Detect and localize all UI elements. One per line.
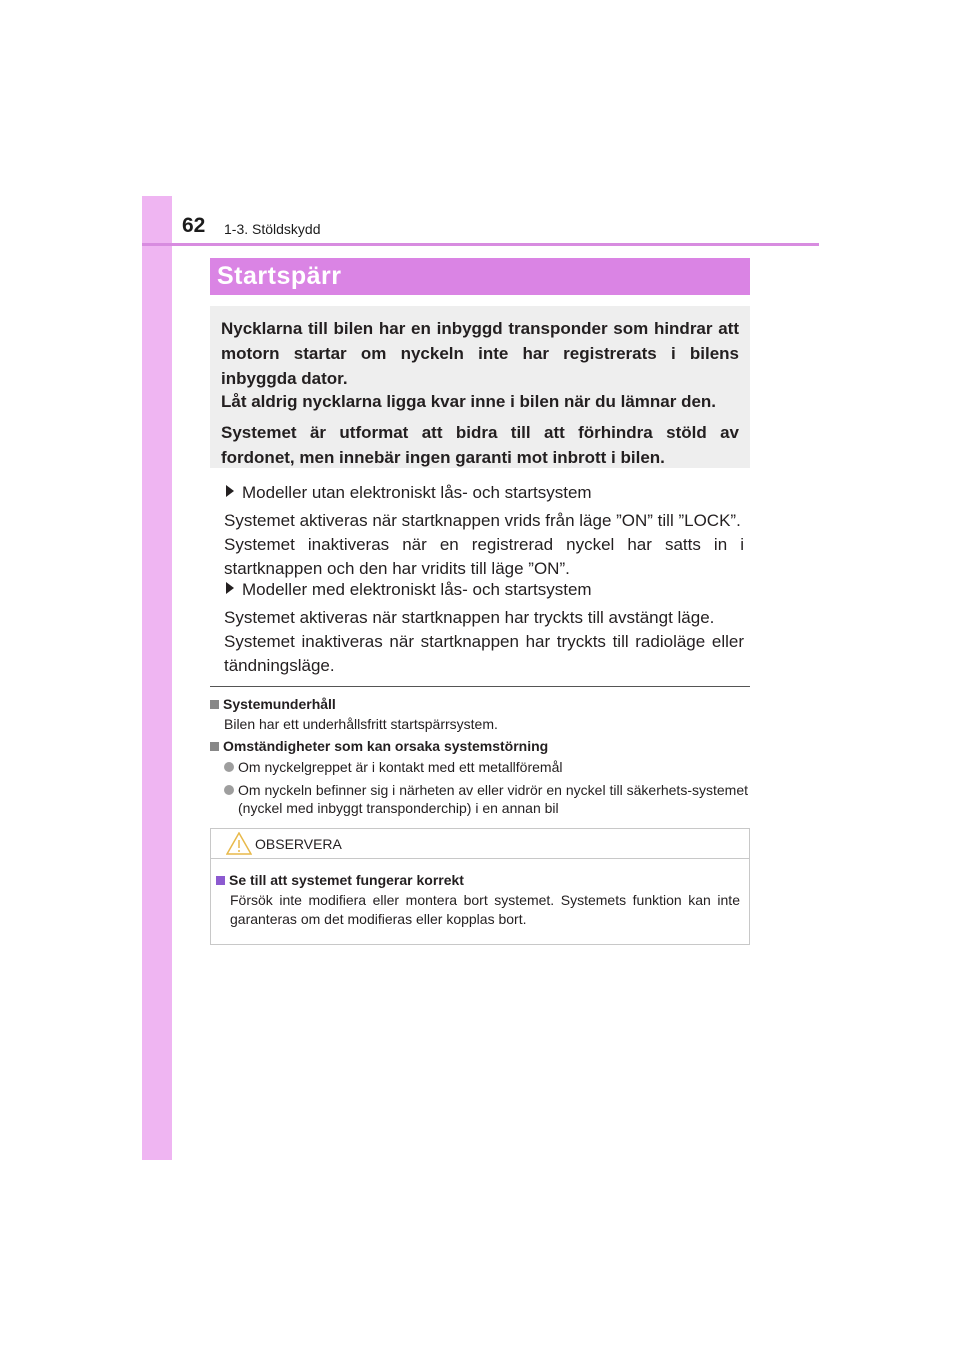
model-heading — [224, 578, 744, 602]
model-text — [224, 606, 744, 678]
note-body: Bilen har ett underhållsfritt startspärrsystem. — [224, 716, 498, 732]
square-bullet-icon — [210, 700, 219, 709]
model-heading-label: Modeller utan elektroniskt lås- och startsystem — [242, 483, 592, 502]
arrow-icon — [226, 485, 234, 497]
section-label: 1-3. Stöldskydd — [224, 221, 321, 237]
warning-icon — [226, 832, 252, 855]
circle-bullet-icon — [224, 785, 234, 795]
header-rule — [142, 243, 819, 246]
observera-title: OBSERVERA — [255, 836, 342, 852]
title-bar — [210, 258, 750, 295]
list-item-text: Om nyckeln befinner sig i närheten av eller vidrör en nyckel till säkerhets-systemet (nyckel med inbyggt transponderchip) i en annan bil — [238, 782, 748, 816]
square-bullet-icon — [216, 876, 225, 885]
intro-paragraph: Systemet är utformat att bidra till att förhindra stöld av fordonet, men innebär ingen garanti mot inbrott i bilen. — [221, 423, 739, 467]
intro-box — [210, 306, 750, 468]
observera-subheading-label: Se till att systemet fungerar korrekt — [229, 872, 464, 888]
side-color-band — [142, 196, 172, 1160]
list-item — [224, 781, 748, 817]
section-divider — [210, 686, 750, 687]
observera-header — [211, 829, 749, 859]
model-text-line: Systemet inaktiveras när en registrerad nyckel har satts in i startknappen och den har vridits till läge ”ON”. — [224, 535, 744, 578]
intro-paragraph: Låt aldrig nycklarna ligga kvar inne i bilen när du lämnar den. — [221, 392, 717, 411]
model-heading-label: Modeller med elektroniskt lås- och startsystem — [242, 580, 592, 599]
note-heading-label: Omständigheter som kan orsaka systemstörning — [223, 738, 549, 754]
model-text-line: Systemet aktiveras när startknappen vrids från läge ”ON” till ”LOCK”. — [224, 511, 741, 530]
square-bullet-icon — [210, 742, 219, 751]
circle-bullet-icon — [224, 762, 234, 772]
model-text-line: Systemet inaktiveras när startknappen har tryckts till radioläge eller tändningsläge. — [224, 632, 744, 675]
model-text — [224, 509, 744, 581]
list-item — [224, 758, 748, 776]
page-number: 62 — [182, 214, 206, 237]
page-title: Startspärr — [217, 262, 342, 290]
model-text-line: Systemet aktiveras när startknappen har tryckts till avstängt läge. — [224, 608, 715, 627]
observera-text: Försök inte modifiera eller montera bort systemet. Systemets funktion kan inte garanteras om det modifieras eller kopplas bort. — [230, 892, 740, 927]
note-heading-label: Systemunderhåll — [223, 696, 336, 712]
note-heading — [210, 696, 336, 712]
arrow-icon — [226, 582, 234, 594]
list-item-text: Om nyckelgreppet är i kontakt med ett metallföremål — [238, 759, 563, 775]
note-heading — [210, 738, 548, 754]
observera-box — [210, 828, 750, 945]
intro-paragraph: Nycklarna till bilen har en inbyggd transponder som hindrar att motorn startar om nyckeln inte har registrerats i bilens inbyggda dator. — [221, 319, 739, 388]
model-heading — [224, 481, 744, 505]
observera-subheading — [216, 872, 464, 888]
